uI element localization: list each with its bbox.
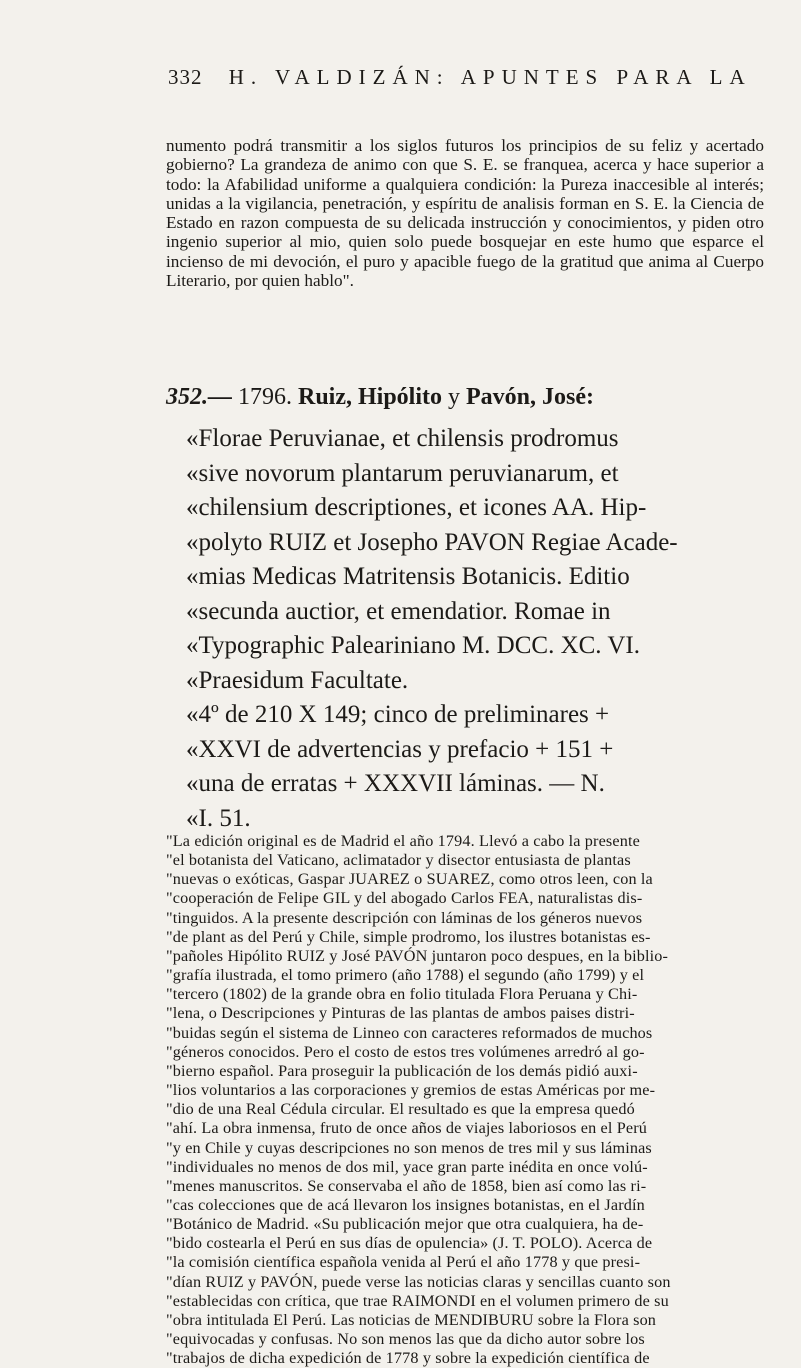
note-line: "La edición original es de Madrid el año 1794. Llevó a cabo la presente — [166, 832, 640, 850]
running-head — [168, 65, 768, 90]
entry-number: 352.— — [166, 384, 232, 410]
note-block — [166, 832, 764, 1368]
intro-paragraph: numento podrá transmitir a los siglos futuros los principios de su feliz y acertado gobierno? La grandeza de animo con que S. E. se franquea, acerca y hace superior a todo: la Afabilidad uniforme a qualquiera condición: la Pureza inaccesible al interés; unidas a la vigilancia, penetración, y espíritu de analisis forman en S. E. la Ciencia de Estado en razon compuesta de su delicada instrucción y conocimientos, y piden otro ingenio superior al mio, quien solo puede bosquejar en este humo que esparce el incienso de mi devoción, el puro y apacible fuego de la gratitud que anima al Cuerpo Literario, por quien hablo". — [166, 136, 764, 291]
page-number: 332 — [168, 65, 203, 89]
entry-year: 1796. — [238, 384, 292, 410]
note-line: "dían RUIZ y PAVÓN, puede verse las noticias claras y sencillas cuanto son — [166, 1272, 671, 1291]
note-line: "individuales no menos de dos mil, yace gran parte inédita en once volú- — [166, 1157, 648, 1176]
title-line: «4º de 210 X 149; cinco de preliminares + — [186, 701, 610, 728]
title-line: «Praesidum Facultate. — [186, 666, 409, 694]
note-line: "lios voluntarios a las corporaciones y gremios de estas Américas por me- — [166, 1081, 656, 1100]
title-line: «I. 51. — [186, 804, 251, 832]
title-line: «mias Medicas Matritensis Botanicis. Editio — [186, 563, 630, 590]
entry-author-second: Pavón, José: — [466, 384, 595, 410]
note-line: "grafía ilustrada, el tomo primero (año 1788) el segundo (año 1799) y el — [166, 966, 645, 985]
note-line: "géneros conocidos. Pero el costo de estos tres volúmenes arredró al go- — [166, 1042, 645, 1061]
title-line: «secunda auctior, et emendatior. Romae in — [186, 597, 611, 625]
bibliographic-title — [186, 422, 776, 836]
intro-paragraph-block — [166, 136, 764, 290]
note-line: "lena, o Descripciones y Pinturas de las plantas de ambos paises distri- — [166, 1004, 635, 1023]
entry-heading — [166, 384, 766, 411]
note-line: "establecidas con crítica, que trae RAIMONDI en el volumen primero de su — [166, 1291, 669, 1310]
note-line: "cooperación de Felipe GIL y del abogado Carlos FEA, naturalistas dis- — [166, 889, 643, 908]
note-line: "el botanista del Vaticano, aclimatador y disector entusiasta de plantas — [166, 851, 631, 870]
note-line: "bierno español. Para proseguir la publicación de los demás pidió auxi- — [166, 1061, 638, 1080]
note-line: "obra intitulada El Perú. Las noticias de MENDIBURU sobre la Flora son — [166, 1310, 657, 1329]
title-line: «XXVI de advertencias y prefacio + 151 + — [186, 735, 614, 763]
title-line: «polyto RUIZ et Josepho PAVON Regiae Acade- — [186, 528, 678, 556]
note-line: "y en Chile y cuyas descripciones no son menos de tres mil y sus láminas — [166, 1138, 652, 1157]
note-line: "ahí. La obra inmensa, fruto de once años de viajes laboriosos en el Perú — [166, 1119, 648, 1138]
title-line: «Florae Peruvianae, et chilensis prodromus — [186, 425, 619, 452]
note-line: "buidas según el sistema de Linneo con caracteres reformados de muchos — [166, 1023, 653, 1042]
note-line: "equivocadas y confusas. No son menos las que da dicho autor sobre los — [166, 1330, 645, 1349]
note-line: "tercero (1802) de la grande obra en folio titulada Flora Peruana y Chi- — [166, 985, 638, 1004]
note-line: "pañoles Hipólito RUIZ y José PAVÓN juntaron poco despues, en la biblio- — [166, 946, 669, 965]
note-line: "menes manuscritos. Se conservaba el año de 1858, bien así como las ri- — [166, 1176, 647, 1195]
note-line: "trabajos de dicha expedición de 1778 y sobre la expedición científica de — [166, 1349, 650, 1368]
title-line: «chilensium descriptiones, et icones AA. Hip- — [186, 494, 647, 521]
running-title: H. VALDIZÁN: APUNTES PARA LA — [228, 65, 752, 89]
note-line: "tinguidos. A la presente descripción con láminas de los géneros nuevos — [166, 908, 643, 927]
note-line: "de plant as del Perú y Chile, simple prodromo, los ilustres botanistas es- — [166, 927, 651, 946]
note-line: "dio de una Real Cédula circular. El resultado es que la empresa quedó — [166, 1100, 635, 1119]
title-line: «sive novorum plantarum peruvianarum, et — [186, 459, 619, 487]
note-line: "bido costearla el Perú en sus días de opulencia» (J. T. POLO). Acerca de — [166, 1234, 653, 1253]
entry-author-connector: y — [448, 384, 461, 410]
title-line: «una de erratas + XXXVII láminas. — N. — [186, 770, 605, 797]
note-line: "cas colecciones que de acá llevaron los insignes botanistas, en el Jardín — [166, 1195, 645, 1214]
note-line: "nuevas o exóticas, Gaspar JUAREZ o SUAREZ, como otros leen, con la — [166, 870, 653, 889]
note-line: "Botánico de Madrid. «Su publicación mejor que otra cualquiera, ha de- — [166, 1215, 644, 1234]
entry-author-main: Ruiz, Hipólito — [298, 384, 443, 410]
note-line: "la comisión científica española venida al Perú el año 1778 y que presi- — [166, 1253, 641, 1272]
title-line: «Typographic Paleariniano M. DCC. XC. VI. — [186, 632, 640, 659]
